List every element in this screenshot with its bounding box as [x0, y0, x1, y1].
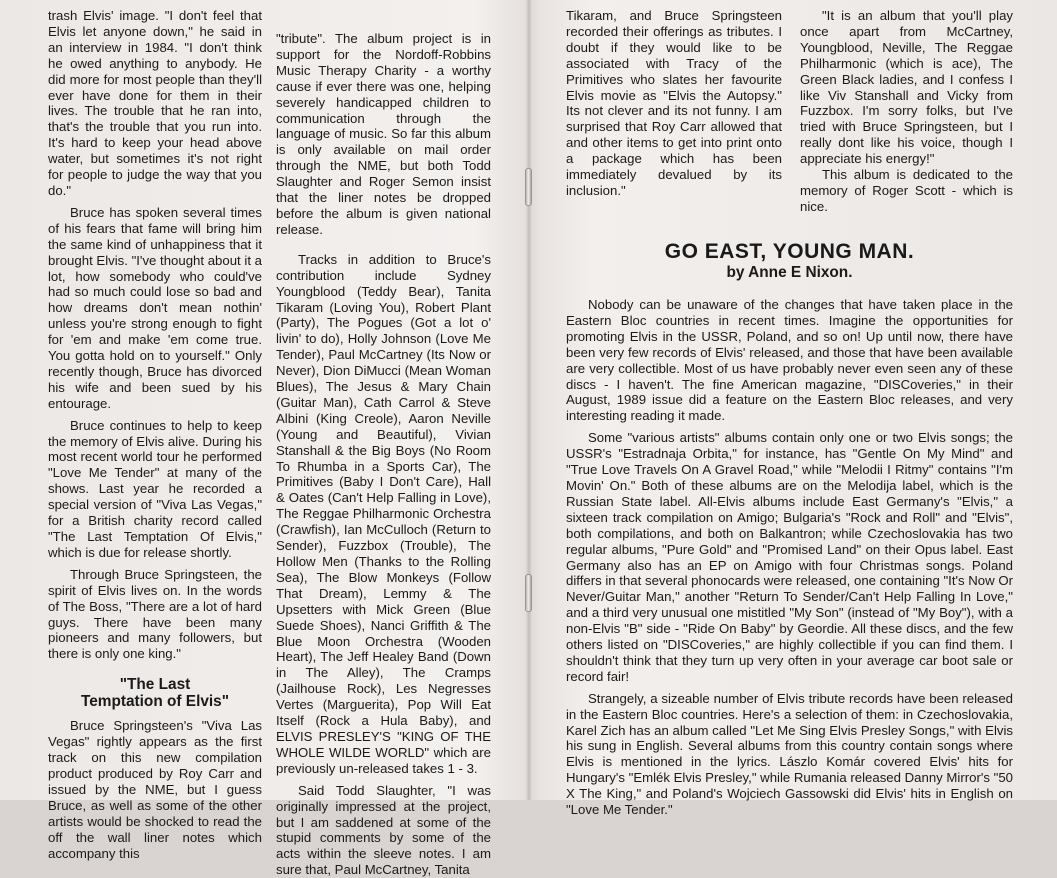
paragraph: Said Todd Slaughter, "I was originally impressed at the project, but I am saddened at some of the stupid comments by some of the acts within the sleeve notes. I am sure that, Paul McCartney, Tanita	[276, 782, 491, 878]
section-heading-line-1: "The Last	[119, 676, 191, 694]
right-page-column-1	[566, 8, 782, 199]
paragraph: Nobody can be unaware of the changes that have taken place in the Eastern Bloc countries in recent times. Imagine the opportunities for promoting Elvis in the USSR, Poland, and so on! Up until now, there have been very few records of Elvis' released, and those that have been available are very collectible. Most of us have probably never even seen any of these discs - I haven't. The fine American magazine, "DISCoveries," in their August, 1989 issue did a feature on the Eastern Bloc releases, and very interesting reading it made.	[566, 297, 1013, 424]
section-heading	[48, 676, 262, 710]
paragraph: Bruce Springsteen's "Viva Las Vegas" rightly appears as the first track on this new compilation product produced by Roy Carr and issued by the NME, but I guess Bruce, as well as some of the other artists would be shocked to read the off the wall liner notes which accompany this	[48, 718, 262, 861]
left-page-column-1	[48, 8, 262, 861]
paragraph: Tikaram, and Bruce Springsteen recorded their offerings as tributes. I doubt if they would like to be associated with Tracy of the Primitives who slates her favourite Elvis movie as "Elvis the Autopsy." Its not clever and its not funny. I am surprised that Roy Carr allowed that and other items to get into print onto a package which has been immediately devalued by its inclusion."	[566, 8, 782, 198]
paragraph: "It is an album that you'll play once apart from McCartney, Youngblood, Neville, The Reggae Philharmonic (which is ace), The Green Black ladies, and I confess I like Viv Stanshall and Vicky from Fuzzbox. I'm sorry folks, but I've tried with Bruce Springsteen, but I really dont like his voice, though I appreciate his energy!"	[800, 8, 1013, 167]
paragraph: "tribute". The album project is in support for the Nordoff-Robbins Music Therapy Charity - a worthy cause if ever there was one, helping severely handicapped children to communication through the language of music. So far this album is only available on mail order through the NME, but both Todd Slaughter and Roger Semon insist that the liner notes be dropped before the album is given national release.	[276, 31, 491, 237]
section-heading-line-2: Temptation of Elvis"	[80, 693, 230, 711]
paragraph: Tracks in addition to Bruce's contribution include Sydney Youngblood (Teddy Bear), Tanita Tikaram (Loving You), Robert Plant (Party), The Pogues (Got a lot o' livin' to do), Holly Johnson (Love Me Tender), Paul McCartney (Its Now or Never), Dion DiMucci (Mean Woman Blues), The Jesus & Mary Chain (Guitar Man), Cath Carrol & Steve Albini (King Creole), Aaron Neville (Young and Beautiful), Vivian Stanshall & the Big Boys (No Room To Rhumba in a Sports Car), The Primitives (Baby I Don't Care), Hall & Oates (Can't Help Falling in Love), The Reggae Philharmonic Orchestra (Crawfish), Ian McCulloch (Return to Sender), Fuzzbox (Trouble), The Hollow Men (Thanks to the Rolling Sea), The Blow Monkeys (Follow That Dream), Lemmy & The Upsetters with Mick Green (Blue Suede Shoes), Nanci Griffith & The Blue Moon Orchestra (Wooden Heart), The Jeff Healey Band (Down in The Alley), The Cramps (Jailhouse Rock), Les Negresses Vertes (Marguerita), Pop Will Eat Itself (Rock a Hula Baby), and ELVIS PRESLEY'S "KING OF THE WHOLE WILDE WORLD" which are previously un-released takes 1 - 3.	[276, 251, 491, 776]
article-body	[566, 297, 1013, 818]
paragraph: Bruce has spoken several times of his fears that fame will bring him the same kind of unhappiness that it brought Elvis. "I've thought about it a lot, how somebody who could've had so much could lose so bad and how dreams don't mean nothin' unless you're strong enough to fight for 'em and make 'em come true. You gotta hold on to yourself." Only recently though, Bruce has divorced his wife and been sued by his entourage.	[48, 204, 262, 411]
left-page-column-2	[276, 31, 491, 878]
right-page-column-2	[800, 8, 1013, 215]
article-title: GO EAST, YOUNG MAN.	[664, 240, 915, 263]
paragraph: Strangely, a sizeable number of Elvis tribute records have been released in the Eastern Bloc countries. Here's a selection of them: in Czechoslovakia, Karel Zich has an album called "Let Me Sing Elvis Presley Songs," with Elvis his sung in English. Several albums from this country contain songs where Elvis is mentioned in the lyrics. Lászlo Komár covered Elvis' hits for Hungary's "Emlék Elvis Presley," while Rumania released Danny Mirror's "50 X The King," and Poland's Wojciech Gassowski did Elvis' hits in English on "Love Me Tender."	[566, 690, 1013, 818]
paragraph: Through Bruce Springsteen, the spirit of Elvis lives on. In the words of The Boss, "There are a lot of hard guys. There have been many pioneers and many followers, but there is only one king."	[48, 566, 262, 662]
paragraph: trash Elvis' image. "I don't feel that Elvis let anyone down," he said in an interview in 1984. "I don't think he owed anything to anybody. He did more for most people than they'll ever have done for them in their lives. The trouble that he ran into, that's the trouble that you run into. It's hard to keep your head above water, but sometimes it's not right for people to judge the way that you do."	[48, 8, 262, 198]
article-heading	[566, 240, 1013, 282]
article-byline: by Anne E Nixon.	[726, 264, 853, 281]
paragraph: Bruce continues to help to keep the memory of Elvis alive. During his most recent world tour he performed "Love Me Tender" at many of the shows. Last year he recorded a special version of "Viva Las Vegas," for a British charity record called "The Last Temptation Of Elvis," which is due for release shortly.	[48, 417, 262, 560]
paragraph: Some "various artists" albums contain only one or two Elvis songs; the USSR's "Estradnaja Orbita," for instance, has "Gentle On My Mind" and "True Love Travels On A Gravel Road," while "Melodii I Ritmy" contains "I'm Movin' On." Both of these albums are on the Melodija label, which is the Russian State label. All-Elvis albums include East Germany's "Elvis," a sixteen track compilation on Amigo; Bulgaria's "Rock and Roll" and "Elvis", both compilations, and both on Balkantron; while Czechoslovakia has two regular albums, "Pure Gold" and "Promised Land" on their Opus label. East Germany also has an EP on Amigo with four Christmas songs. Poland differs in that several phonocards were released, one containing "It's Now Or Never/Guitar Man," another "Return To Sender/Can't Help Falling In Love," and a third very unusual one mistitled "My Son" (instead of "My Boy"), with a non-Elvis "B" side - "Ride On Baby" by Geordie. All these discs, and the few others listed on "DISCoveries," are highly collectible if you can find them. I shouldn't think that they turn up very often in your average car boot sale or record fair!	[566, 430, 1013, 684]
paragraph: This album is dedicated to the memory of Roger Scott - which is nice.	[800, 167, 1013, 214]
